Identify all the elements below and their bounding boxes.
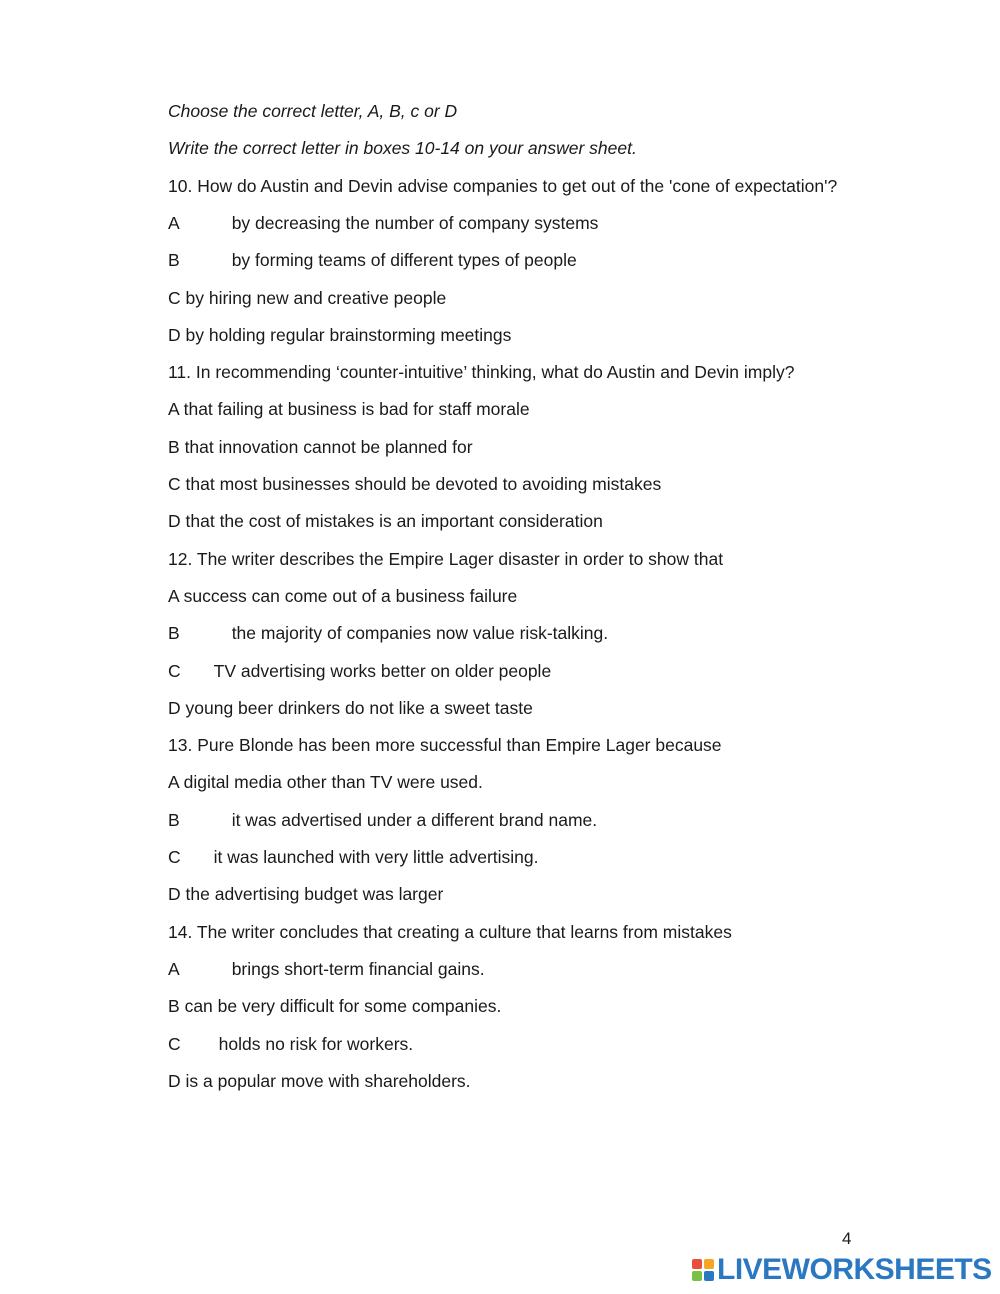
option-text: young beer drinkers do not like a sweet taste (185, 698, 533, 718)
question-14-option-a (168, 958, 485, 980)
question-10-option-c (168, 287, 446, 309)
option-text: success can come out of a business failure (183, 586, 518, 606)
option-letter: C (168, 847, 181, 867)
question-13-option-d (168, 883, 443, 905)
option-text: it was advertised under a different brand name. (231, 810, 598, 830)
option-text: can be very difficult for some companies. (184, 996, 502, 1016)
option-letter: A (168, 399, 179, 419)
option-letter: C (168, 474, 181, 494)
option-text: is a popular move with shareholders. (185, 1071, 471, 1091)
question-14-option-b (168, 995, 501, 1017)
option-text: that most businesses should be devoted to avoiding mistakes (185, 474, 662, 494)
option-letter: A (168, 959, 180, 979)
question-12-option-d (168, 697, 533, 719)
question-13-option-a (168, 771, 483, 793)
instruction-write-letter: Write the correct letter in boxes 10-14 on your answer sheet. (168, 138, 637, 158)
option-text: by holding regular brainstorming meetings (185, 325, 512, 345)
option-letter: D (168, 1071, 181, 1091)
option-text: that failing at business is bad for staff morale (183, 399, 530, 419)
option-letter: B (168, 250, 180, 270)
question-13-option-c (168, 846, 539, 868)
question-14-option-c (168, 1033, 413, 1055)
question-12-option-b (168, 622, 608, 644)
question-11-option-a (168, 398, 530, 420)
option-letter: C (168, 288, 181, 308)
question-11-stem: 11. In recommending ‘counter-intuitive’ thinking, what do Austin and Devin imply? (168, 362, 795, 382)
question-10-option-a (168, 212, 598, 234)
question-10-stem: 10. How do Austin and Devin advise companies to get out of the 'cone of expectation'? (168, 176, 838, 196)
option-text: brings short-term financial gains. (231, 959, 485, 979)
option-letter: D (168, 511, 181, 531)
option-text: TV advertising works better on older people (213, 661, 552, 681)
question-10-option-b (168, 249, 577, 271)
option-letter: D (168, 698, 181, 718)
option-letter: B (168, 437, 180, 457)
liveworksheets-logo-icon (692, 1259, 714, 1281)
option-letter: B (168, 623, 180, 643)
question-12-stem: 12. The writer describes the Empire Lager disaster in order to show that (168, 549, 724, 569)
option-text: that innovation cannot be planned for (184, 437, 473, 457)
option-text: that the cost of mistakes is an important consideration (185, 511, 603, 531)
option-text: by forming teams of different types of people (231, 250, 577, 270)
question-13-option-b (168, 809, 597, 831)
option-text: by decreasing the number of company systems (231, 213, 599, 233)
option-letter: C (168, 661, 181, 681)
instruction-choose-letter: Choose the correct letter, A, B, c or D (168, 101, 458, 121)
question-14-option-d (168, 1070, 471, 1092)
question-10-option-d (168, 324, 511, 346)
option-text: the advertising budget was larger (185, 884, 444, 904)
option-letter: B (168, 810, 180, 830)
page-number: 4 (842, 1229, 852, 1248)
option-text: the majority of companies now value risk-talking. (231, 623, 609, 643)
option-letter: B (168, 996, 180, 1016)
liveworksheets-wordmark: LIVEWORKSHEETS (717, 1253, 992, 1286)
question-12-option-c (168, 660, 551, 682)
option-letter: A (168, 586, 179, 606)
logo-square-green (692, 1271, 702, 1281)
option-letter: A (168, 213, 180, 233)
option-text: by hiring new and creative people (185, 288, 447, 308)
logo-square-blue (704, 1271, 714, 1281)
question-11-option-b (168, 436, 473, 458)
option-letter: D (168, 884, 181, 904)
question-13-stem: 13. Pure Blonde has been more successful than Empire Lager because (168, 735, 722, 755)
option-text: holds no risk for workers. (218, 1034, 414, 1054)
option-letter: C (168, 1034, 181, 1054)
option-letter: D (168, 325, 181, 345)
option-text: digital media other than TV were used. (183, 772, 483, 792)
option-letter: A (168, 772, 179, 792)
question-12-option-a (168, 585, 517, 607)
question-11-option-c (168, 473, 661, 495)
option-text: it was launched with very little advertising. (213, 847, 539, 867)
logo-square-orange (704, 1259, 714, 1269)
question-11-option-d (168, 510, 603, 532)
logo-square-red (692, 1259, 702, 1269)
question-14-stem: 14. The writer concludes that creating a culture that learns from mistakes (168, 922, 732, 942)
liveworksheets-logo (692, 1255, 992, 1285)
